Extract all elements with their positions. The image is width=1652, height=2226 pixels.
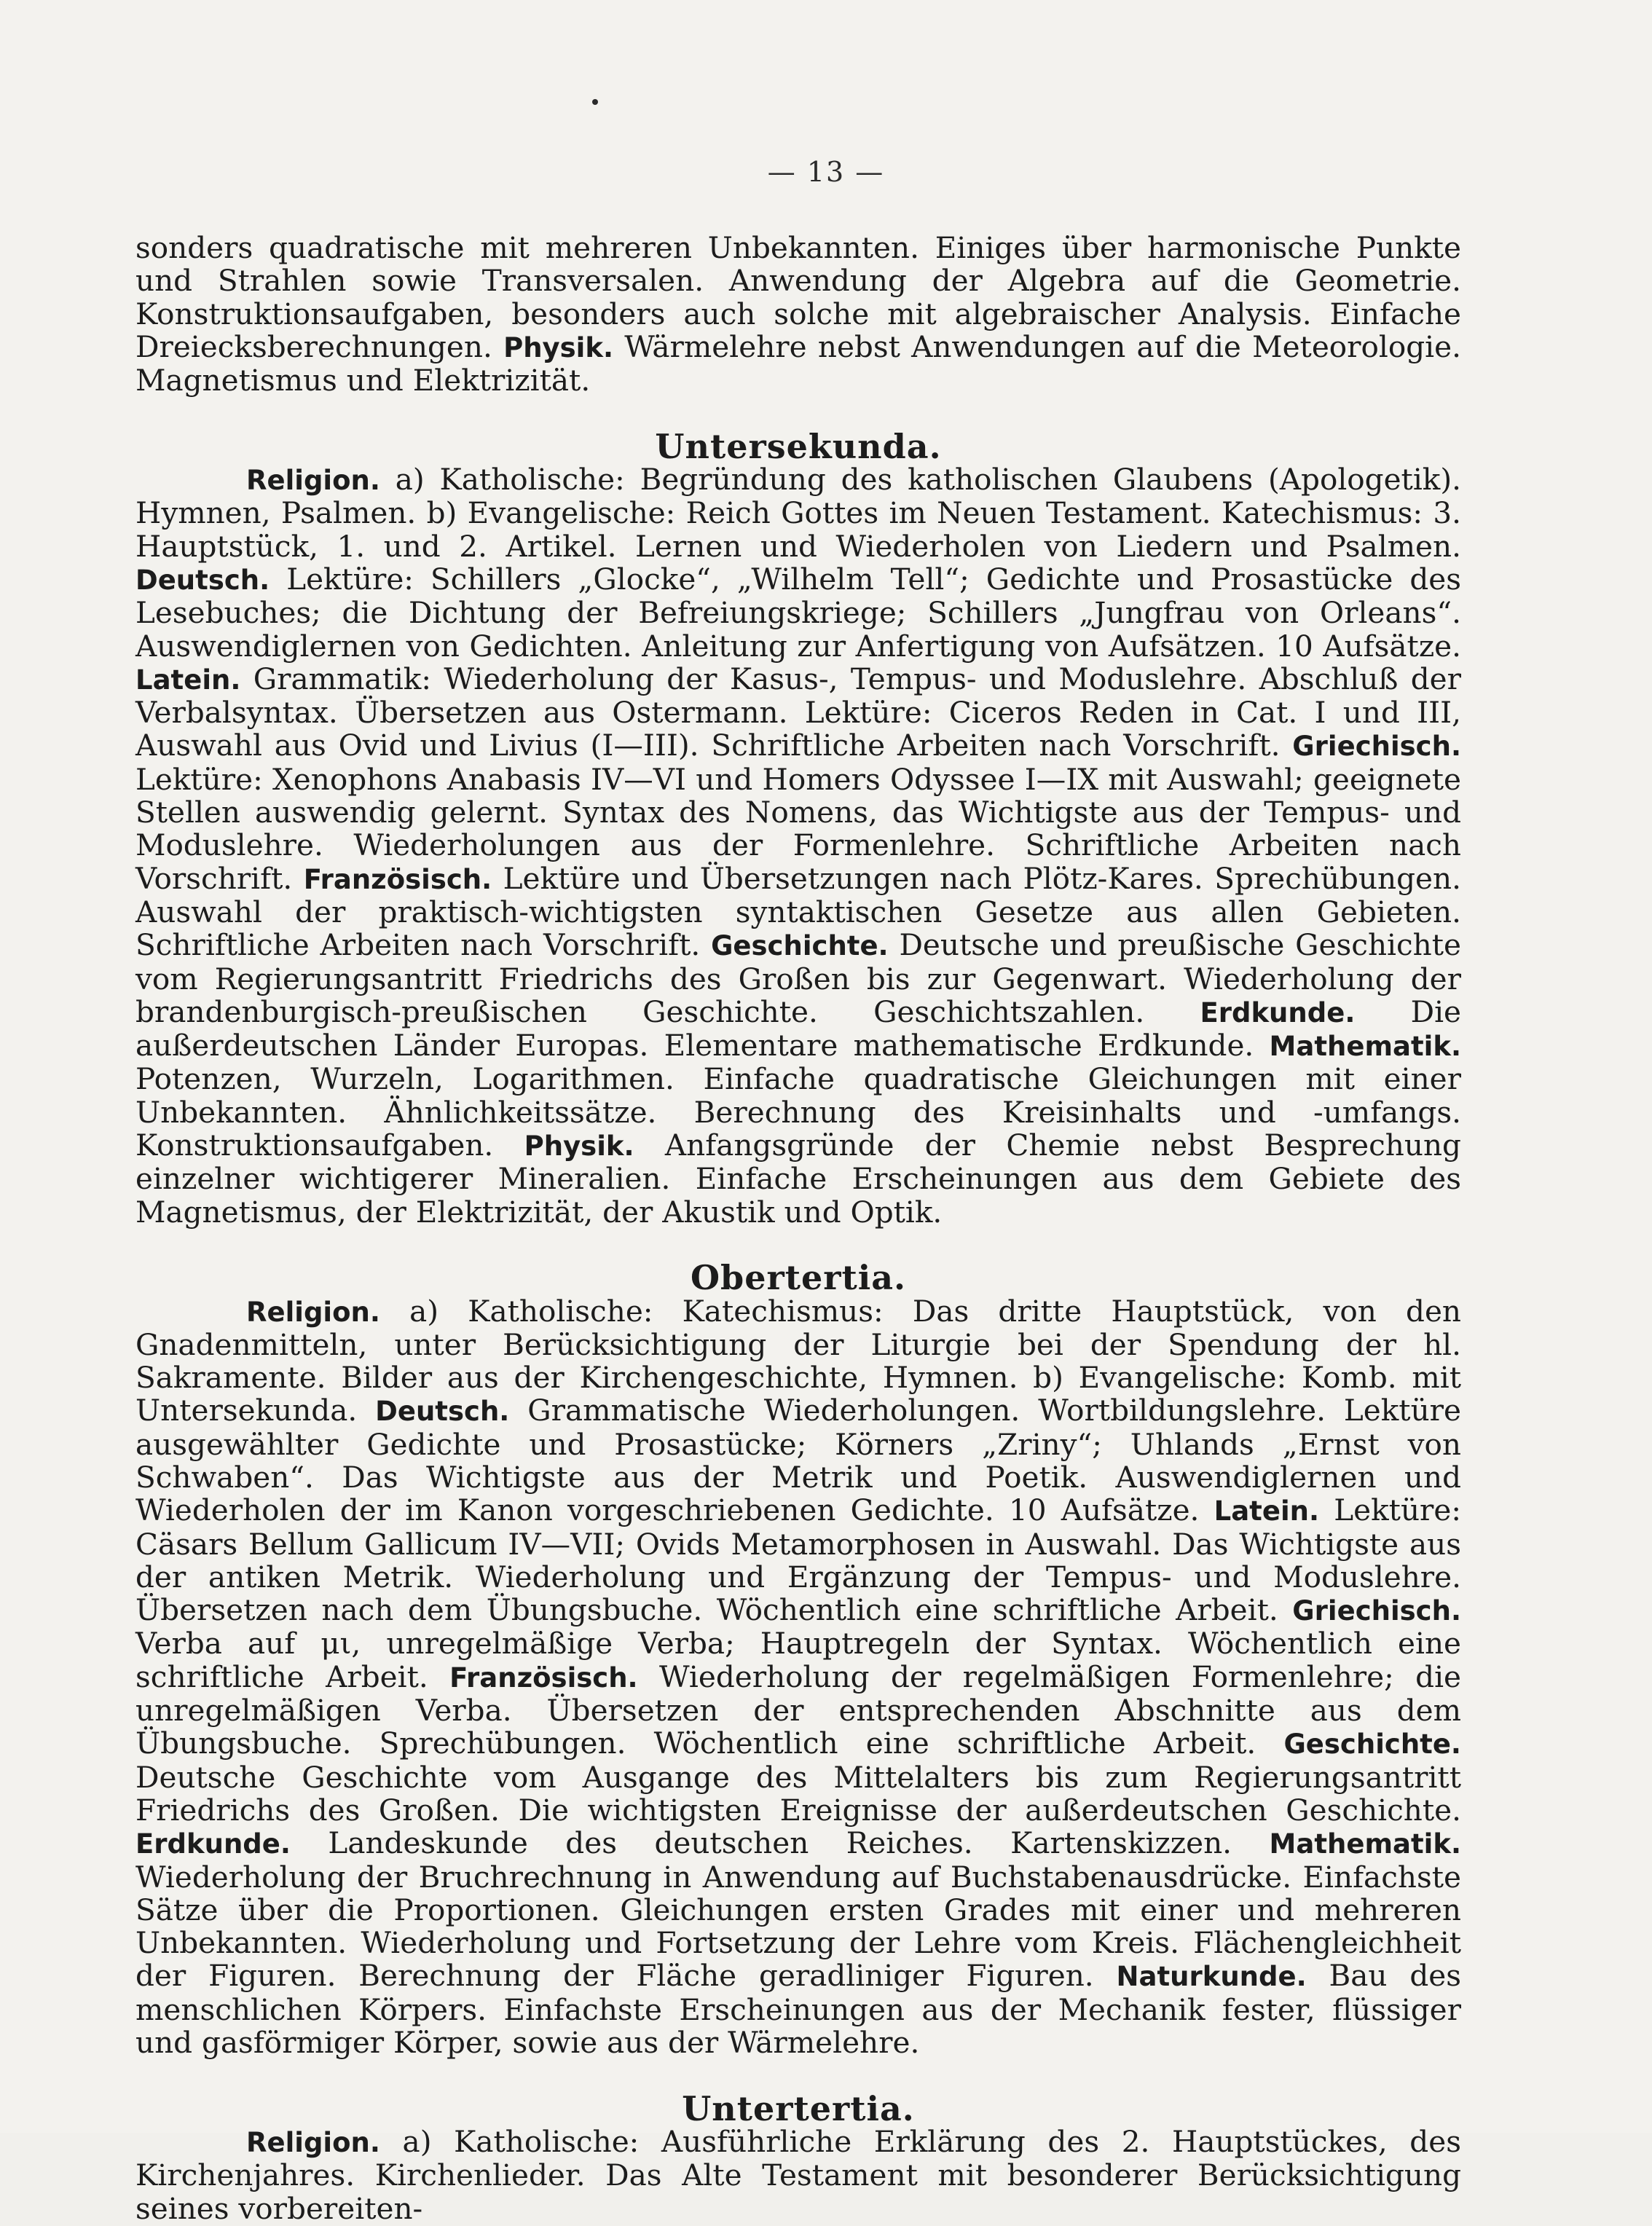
body-text: Lektüre: Cäsars Bellum Gallicum IV—VII; Ovids Metamorphosen in Auswahl. Das Wichtigste aus der antiken Metrik. Wiederholung und Ergänzung der Tempus- und Moduslehre. Übersetzen nach dem Übungsbuche. Wöchentlich eine schriftliche Arbeit. xyxy=(135,1492,1462,1628)
subject-label: Naturkunde. xyxy=(1116,1961,1307,1993)
subject-label: Deutsch. xyxy=(375,1396,510,1428)
section-paragraph-untersekunda xyxy=(135,463,1461,1229)
subject-label: Erdkunde. xyxy=(1200,996,1356,1029)
section-heading-obertertia: Obertertia. xyxy=(690,1258,907,1298)
body-text: Lektüre und Übersetzungen nach Plötz-Kares. Sprechübungen. Auswahl der praktisch-wichtigsten syntaktischen Gesetze aus allen Gebieten. Schriftliche Arbeiten nach Vorschrift. xyxy=(135,860,1461,963)
body-text: Wiederholung der regelmäßigen Formenlehre; die unregelmäßigen Verba. Übersetzen der entsprechenden Abschnitte aus dem Übungsbuche. Sprechübungen. Wöchentlich eine schriftliche Arbeit. xyxy=(135,1659,1461,1761)
body-text: Anfangsgründe der Chemie nebst Besprechung einzelner wichtigerer Mineralien. Einfache Erscheinungen aus dem Gebiete des Magnetismus, der Elektrizität, der Akustik und Optik. xyxy=(135,1128,1461,1230)
section-heading-untertertia: Untertertia. xyxy=(682,2088,915,2128)
body-text: Potenzen, Wurzeln, Logarithmen. Einfache quadratische Gleichungen mit einer Unbekannten. Ähnlichkeitssätze. Berechnung des Kreisinhalts und -umfangs. Konstruktionsaufgaben. xyxy=(135,1061,1461,1163)
subject-label: Geschichte. xyxy=(711,930,889,962)
body-text: sonders quadratische mit mehreren Unbekannten. Einiges über harmonische Punkte und Strahlen sowie Transversalen. Anwendung der Algebra auf die Geometrie. Konstruktionsaufgaben, besonders auch solche mit algebraischer Analysis. Einfache Dreiecksberechnungen. xyxy=(135,230,1461,364)
subject-label: Religion. xyxy=(246,1296,380,1328)
subject-label: Französisch. xyxy=(449,1661,638,1694)
subject-label: Religion. xyxy=(246,465,380,497)
body-text: Lektüre: Schillers „Glocke“, „Wilhelm Tell“; Gedichte und Prosastücke des Lesebuches; die Dichtung der Befreiungskriege; Schillers „Jungfrau von Orleans“. Auswendiglernen von Gedichten. Anleitung zur Anfertigung von Aufsätzen. 10 Aufsätze. xyxy=(135,561,1461,664)
subject-label: Mathematik. xyxy=(1269,1828,1461,1860)
subject-label: Griechisch. xyxy=(1292,1595,1461,1627)
text-column xyxy=(135,232,1461,2225)
subject-label: Erdkunde. xyxy=(135,1828,291,1860)
intro-paragraph xyxy=(135,232,1461,397)
subject-label: Latein. xyxy=(135,664,241,696)
body-text: Deutsche Geschichte vom Ausgange des Mittelalters bis zum Regierungsantritt Friedrichs des Großen. Die wichtigsten Ereignisse der außerdeutschen Geschichte. xyxy=(135,1759,1461,1828)
body-text: a) Katholische: Begründung des katholischen Glaubens (Apologetik). Hymnen, Psalmen. b) Evangelische: Reich Gottes im Neuen Testament. Katechismus: 3. Hauptstück, 1. und 2. Artikel. Lernen und Wiederholen von Liedern und Psalmen. xyxy=(135,462,1461,564)
subject-label: Griechisch. xyxy=(1292,731,1461,763)
body-text: Bau des menschlichen Körpers. Einfachste Erscheinungen aus der Mechanik fester, flüssiger und gasförmiger Körper, sowie aus der Wärmelehre. xyxy=(135,1958,1461,2061)
subject-label: Latein. xyxy=(1214,1495,1320,1527)
body-text: Wärmelehre nebst Anwendungen auf die Meteorologie. Magnetismus und Elektrizität. xyxy=(135,329,1461,398)
body-text: Landeskunde des deutschen Reiches. Kartenskizzen. xyxy=(290,1825,1270,1861)
section-paragraph-obertertia xyxy=(135,1295,1461,2060)
page-number: — 13 — xyxy=(767,156,885,188)
section-paragraph-untertertia xyxy=(135,2125,1461,2225)
body-text: Wiederholung der Bruchrechnung in Anwendung auf Buchstabenausdrücke. Einfachste Sätze über die Proportionen. Gleichungen ersten Grades mit einer und mehreren Unbekannten. Wiederholung und Fortsetzung der Lehre vom Kreis. Flächengleichheit der Figuren. Berechnung der Fläche geradliniger Figuren. xyxy=(135,1859,1461,1994)
subject-label: Physik. xyxy=(503,331,614,363)
body-text: a) Katholische: Katechismus: Das dritte Hauptstück, von den Gnadenmitteln, unter Berücksichtigung der Liturgie bei der Spendung der hl. Sakramente. Bilder aus der Kirchengeschichte, Hymnen. b) Evangelische: Komb. mit Untersekunda. xyxy=(135,1293,1461,1428)
body-text: Grammatik: Wiederholung der Kasus-, Tempus- und Moduslehre. Abschluß der Verbalsyntax. Übersetzen aus Ostermann. Lektüre: Ciceros Reden in Cat. I und III, Auswahl aus Ovid und Livius (I—III). Schriftliche Arbeiten nach Vorschrift. xyxy=(135,661,1461,763)
subject-label: Physik. xyxy=(524,1130,634,1163)
body-text: Grammatische Wiederholungen. Wortbildungslehre. Lektüre ausgewählter Gedichte und Prosastücke; Körners „Zriny“; Uhlands „Ernst von Schwaben“. Das Wichtigste aus der Metrik und Poetik. Auswendiglernen und Wiederholen der im Kanon vorgeschriebenen Gedichte. 10 Aufsätze. xyxy=(135,1393,1461,1528)
body-text: Verba auf μι, unregelmäßige Verba; Hauptregeln der Syntax. Wöchentlich eine schriftliche Arbeit. xyxy=(135,1626,1461,1694)
subject-label: Deutsch. xyxy=(135,564,270,596)
subject-label: Geschichte. xyxy=(1283,1729,1461,1761)
print-mark xyxy=(592,99,598,105)
subject-label: Mathematik. xyxy=(1269,1031,1461,1063)
body-text: Deutsche und preußische Geschichte vom Regierungsantritt Friedrichs des Großen bis zur Gegenwart. Wiederholung der brandenburgisch-preußischen Geschichte. Geschichtszahlen. xyxy=(135,927,1461,1029)
body-text: Die außerdeutschen Länder Europas. Elementare mathematische Erdkunde. xyxy=(135,994,1462,1063)
body-text: a) Katholische: Ausführliche Erklärung des 2. Hauptstückes, des Kirchenjahres. Kirchenlieder. Das Alte Testament mit besonderer Berücksichtigung seines vorbereiten- xyxy=(135,2123,1461,2226)
subject-label: Religion. xyxy=(246,2126,380,2158)
subject-label: Französisch. xyxy=(303,863,492,895)
body-text: Lektüre: Xenophons Anabasis IV—VI und Homers Odyssee I—IX mit Auswahl; geeignete Stellen auswendig gelernt. Syntax des Nomens, das Wichtigste aus der Tempus- und Moduslehre. Wiederholungen aus der Formenlehre. Schriftliche Arbeiten nach Vorschrift. xyxy=(135,761,1461,896)
section-heading-untersekunda: Untersekunda. xyxy=(655,426,942,466)
